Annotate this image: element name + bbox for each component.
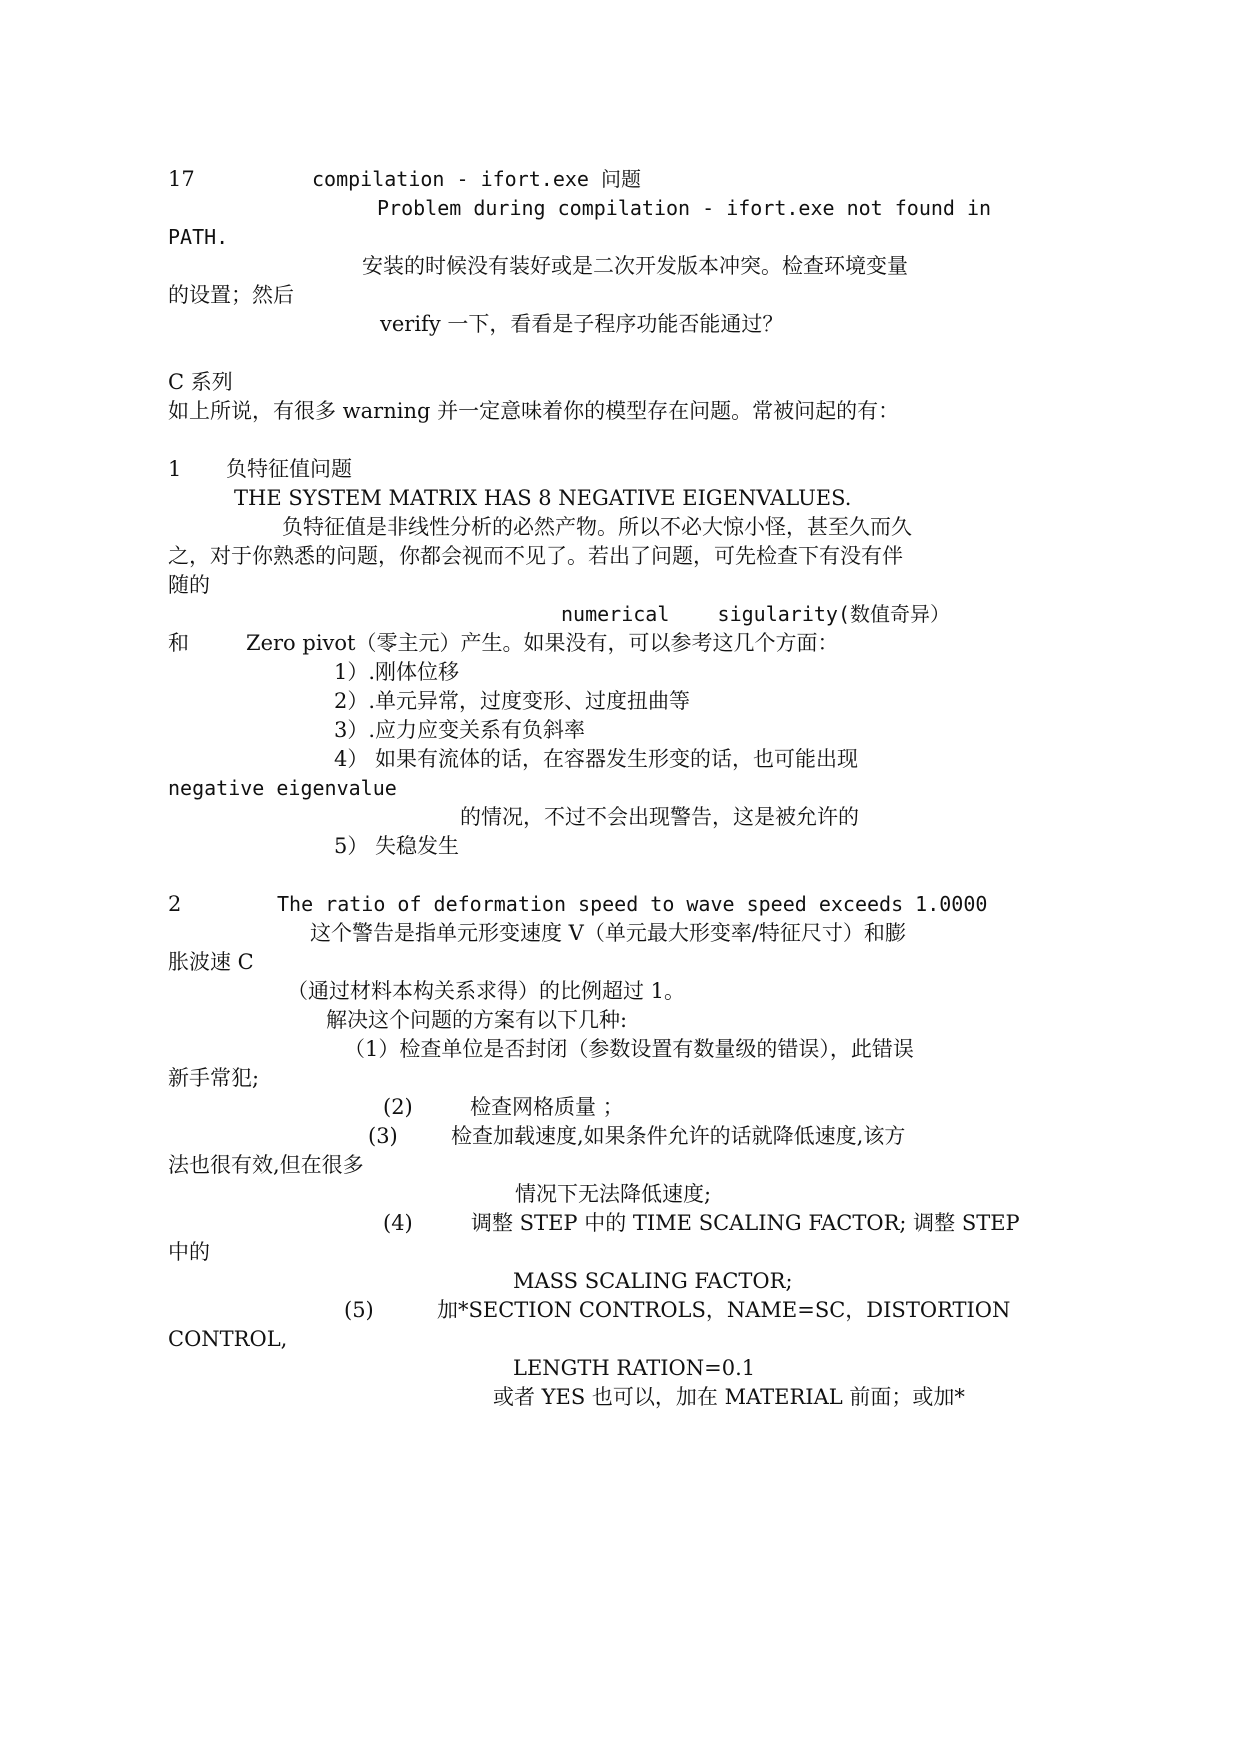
item-1-para-line: 负特征值是非线性分析的必然产物。所以不必大惊小怪，甚至久而久 [282, 515, 912, 539]
section-17-desc-line: 安装的时候没有装好或是二次开发版本冲突。检查环境变量 [362, 254, 908, 278]
item-1-zero-pivot-line: Zero pivot（零主元）产生。如果没有，可以参考这几个方面： [246, 631, 839, 655]
item-2-line: 这个警告是指单元形变速度 V（单元最大形变率/特征尺寸）和膨 [310, 921, 906, 945]
item-2-solution-4-cont: 中的 [168, 1240, 210, 1264]
item-1-and: 和 [168, 631, 189, 655]
item-1-para-line: 随的 [168, 573, 210, 597]
section-17-error-line-cont: PATH. [168, 225, 229, 249]
item-2-solution-1: （1）检查单位是否封闭（参数设置有数量级的错误），此错误 [344, 1037, 914, 1061]
item-2-solution-3-cont: 法也很有效,但在很多 [168, 1153, 364, 1177]
item-2-number: 2 [168, 892, 182, 916]
item-2-line: （通过材料本构关系求得）的比例超过 1。 [287, 979, 686, 1003]
item-1-point: 2）.单元异常，过度变形、过度扭曲等 [334, 689, 691, 713]
item-2-solution-2-number: (2) [383, 1095, 413, 1119]
item-1-point-4-cont: negative eigenvalue [168, 776, 397, 800]
section-17-number: 17 [168, 167, 195, 191]
item-1-point: 3）.应力应变关系有负斜率 [334, 718, 586, 742]
item-2-solution-5-cont: LENGTH RATION=0.1 [513, 1356, 756, 1380]
item-1-point: 5） 失稳发生 [334, 834, 460, 858]
item-2-solution-4-number: (4) [383, 1211, 413, 1235]
item-2-solution-5-cont: 或者 YES 也可以，加在 MATERIAL 前面；或加* [493, 1385, 965, 1409]
item-1-number: 1 [168, 457, 182, 481]
item-2-solution-5-cont: CONTROL, [168, 1327, 288, 1351]
item-1-point-4-cont: 的情况，不过不会出现警告，这是被允许的 [460, 805, 859, 829]
item-1-numerical-singularity: numerical sigularity(数值奇异） [561, 602, 950, 626]
item-2-heading: The ratio of deformation speed to wave speed exceeds 1.0000 [277, 892, 988, 916]
item-2-solution-1-cont: 新手常犯; [168, 1066, 260, 1090]
section-17-error-line: Problem during compilation - ifort.exe not found in [377, 196, 992, 220]
item-1-point: 4） 如果有流体的话，在容器发生形变的话，也可能出现 [334, 747, 859, 771]
item-2-solutions-intro: 解决这个问题的方案有以下几种: [326, 1008, 628, 1032]
item-1-message: THE SYSTEM MATRIX HAS 8 NEGATIVE EIGENVALUES. [234, 486, 852, 510]
item-2-solution-4-cont: MASS SCALING FACTOR; [513, 1269, 793, 1293]
item-1-heading: 负特征值问题 [226, 457, 352, 481]
item-2-solution-5-number: (5) [344, 1298, 374, 1322]
item-1-point: 1）.刚体位移 [334, 660, 460, 684]
series-c-title: C 系列 [168, 370, 233, 394]
section-17-heading: compilation - ifort.exe 问题 [312, 167, 641, 191]
item-2-line: 胀波速 C [168, 950, 254, 974]
item-1-para-line: 之，对于你熟悉的问题，你都会视而不见了。若出了问题，可先检查下有没有伴 [168, 544, 903, 568]
item-2-solution-3-number: (3) [368, 1124, 398, 1148]
item-2-solution-5: 加*SECTION CONTROLS，NAME=SC，DISTORTION [437, 1298, 1011, 1322]
item-2-solution-3: 检查加载速度,如果条件允许的话就降低速度,该方 [451, 1124, 906, 1148]
item-2-solution-4: 调整 STEP 中的 TIME SCALING FACTOR; 调整 STEP [471, 1211, 1020, 1235]
section-17-verify-line: verify 一下，看看是子程序功能否能通过？ [380, 312, 784, 336]
series-c-intro: 如上所说，有很多 warning 并一定意味着你的模型存在问题。常被问起的有： [168, 399, 900, 423]
item-2-solution-3-cont: 情况下无法降低速度; [515, 1182, 712, 1206]
item-2-solution-2: 检查网格质量 ； [470, 1095, 624, 1119]
section-17-desc-line-cont: 的设置；然后 [168, 283, 294, 307]
